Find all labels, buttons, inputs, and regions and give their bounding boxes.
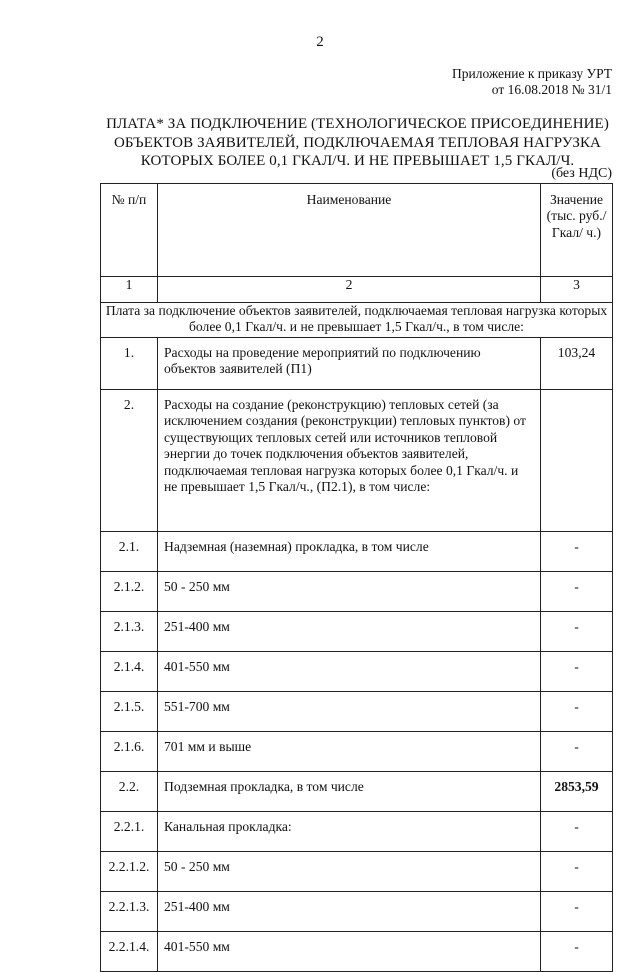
- row-value: -: [541, 732, 613, 772]
- row-number: 2.1.4.: [101, 652, 158, 692]
- header-number: № п/п: [101, 184, 158, 277]
- row-number: 2.: [101, 390, 158, 532]
- column-index-2: 2: [158, 277, 541, 303]
- row-name: Надземная (наземная) прокладка, в том числе: [158, 532, 541, 572]
- page-number: 2: [316, 34, 324, 50]
- row-name: Канальная прокладка:: [158, 812, 541, 852]
- row-value: -: [541, 652, 613, 692]
- appendix-line-2: от 16.08.2018 № 31/1: [491, 82, 612, 97]
- row-value: -: [541, 572, 613, 612]
- table-row: [101, 772, 613, 812]
- tariff-table: [100, 183, 613, 972]
- row-name: 701 мм и выше: [158, 732, 541, 772]
- table-row: [101, 532, 613, 572]
- row-name: Расходы на создание (реконструкцию) тепловых сетей (за исключением создания (реконструкции) тепловых пунктов) от существующих тепловых сетей или источников тепловой энергии до точек подключения объектов заявителей, подключаемая тепловая нагрузка которых более 0,1 Гкал/ч. и не превышает 1,5 Гкал/ч., (П2.1), в том числе:: [158, 390, 541, 532]
- row-number: 1.: [101, 338, 158, 390]
- row-value: 103,24: [541, 338, 613, 390]
- row-number: 2.1.: [101, 532, 158, 572]
- row-value: -: [541, 692, 613, 732]
- row-value: -: [541, 932, 613, 972]
- row-value: -: [541, 892, 613, 932]
- row-number: 2.1.5.: [101, 692, 158, 732]
- row-number: 2.2.1.4.: [101, 932, 158, 972]
- column-index-1: 1: [101, 277, 158, 303]
- table-row: [101, 390, 613, 532]
- table-row: [101, 732, 613, 772]
- section-row: [101, 303, 613, 338]
- row-number: 2.2.1.2.: [101, 852, 158, 892]
- row-name: 401-550 мм: [158, 932, 541, 972]
- table-row: [101, 892, 613, 932]
- table-row: [101, 652, 613, 692]
- column-index-3: 3: [541, 277, 613, 303]
- row-value: -: [541, 852, 613, 892]
- row-name: 251-400 мм: [158, 892, 541, 932]
- table-row: [101, 338, 613, 390]
- table-row: [101, 692, 613, 732]
- table-row: [101, 572, 613, 612]
- row-number: 2.2.: [101, 772, 158, 812]
- header-name: Наименование: [158, 184, 541, 277]
- row-name: 401-550 мм: [158, 652, 541, 692]
- table-row: [101, 612, 613, 652]
- row-name: 50 - 250 мм: [158, 852, 541, 892]
- row-value: -: [541, 812, 613, 852]
- row-name: 50 - 250 мм: [158, 572, 541, 612]
- document-title: [90, 115, 625, 171]
- row-name: 551-700 мм: [158, 692, 541, 732]
- row-name: 251-400 мм: [158, 612, 541, 652]
- row-number: 2.1.2.: [101, 572, 158, 612]
- column-index-row: [101, 277, 613, 303]
- section-text: Плата за подключение объектов заявителей, подключаемая тепловая нагрузка которых более 0,1 Гкал/ч. и не превышает 1,5 Гкал/ч., в том числе:: [101, 303, 613, 338]
- row-number: 2.1.6.: [101, 732, 158, 772]
- row-value: [541, 390, 613, 532]
- title-line-3: КОТОРЫХ БОЛЕЕ 0,1 ГКАЛ/Ч. И НЕ ПРЕВЫШАЕТ 1,5 ГКАЛ/Ч.: [140, 153, 575, 169]
- table-row: [101, 852, 613, 892]
- row-value: -: [541, 532, 613, 572]
- table-header-row: [101, 184, 613, 277]
- row-value: -: [541, 612, 613, 652]
- row-number: 2.2.1.3.: [101, 892, 158, 932]
- row-value: 2853,59: [541, 772, 613, 812]
- title-line-1: ПЛАТА* ЗА ПОДКЛЮЧЕНИЕ (ТЕХНОЛОГИЧЕСКОЕ ПРИСОЕДИНЕНИЕ): [106, 116, 609, 132]
- vat-note: (без НДС): [551, 166, 612, 181]
- table-row: [101, 932, 613, 972]
- title-line-2: ОБЪЕКТОВ ЗАЯВИТЕЛЕЙ, ПОДКЛЮЧАЕМАЯ ТЕПЛОВАЯ НАГРУЗКА: [113, 134, 601, 151]
- row-name: Подземная прокладка, в том числе: [158, 772, 541, 812]
- table-row: [101, 812, 613, 852]
- row-number: 2.1.3.: [101, 612, 158, 652]
- row-number: 2.2.1.: [101, 812, 158, 852]
- appendix-line-1: Приложение к приказу УРТ: [452, 66, 612, 81]
- header-value: Значение (тыс. руб./Гкал/ ч.): [541, 184, 613, 277]
- row-name: Расходы на проведение мероприятий по подключению объектов заявителей (П1): [158, 338, 541, 390]
